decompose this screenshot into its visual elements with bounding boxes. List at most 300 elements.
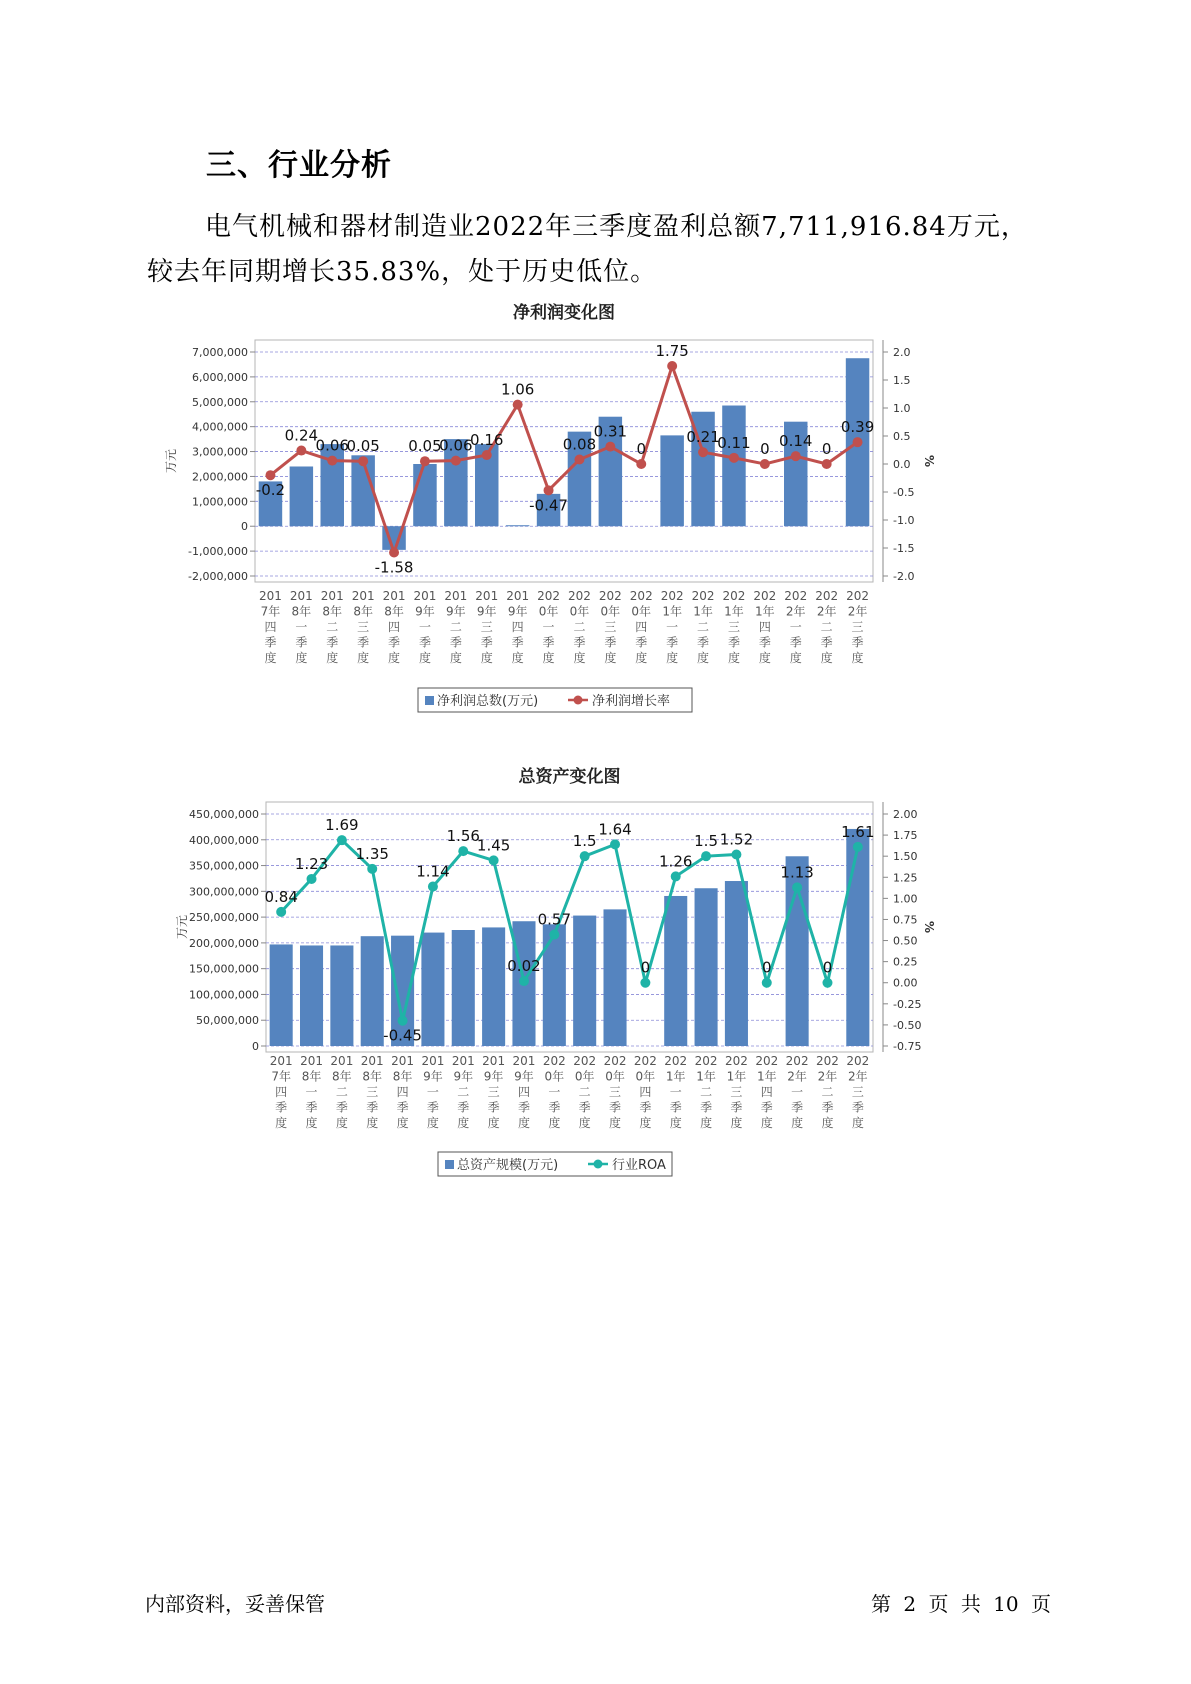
data-label: 0.39: [840, 418, 875, 437]
y-tick-label: 7,000,000: [192, 346, 248, 359]
x-tick-line: 201: [413, 589, 437, 603]
x-tick-line: 8年: [332, 1069, 352, 1084]
x-tick-line: 9年: [476, 604, 497, 619]
bar: [413, 464, 436, 526]
data-label: 0: [822, 958, 833, 977]
series-point: [265, 470, 275, 480]
x-tick-line: 季: [511, 635, 524, 650]
y2-tick-label: 1.75: [893, 829, 918, 843]
x-tick-line: 四: [758, 620, 771, 634]
x-tick-line: 202: [633, 1054, 657, 1068]
x-tick-line: 201: [300, 1054, 323, 1068]
data-label: 1.5: [572, 832, 597, 851]
data-label: 1.26: [659, 852, 693, 871]
x-tick-line: 度: [578, 1116, 591, 1130]
x-tick-line: 度: [639, 1116, 652, 1130]
x-tick-label: [391, 1054, 414, 1130]
x-tick-line: 季: [666, 635, 679, 650]
y2-tick-label: 0.25: [893, 955, 918, 969]
x-tick-line: 一: [426, 1085, 439, 1099]
series-point: [671, 871, 681, 881]
y2-tick-label: 1.5: [893, 374, 911, 387]
x-tick-line: 202: [755, 1054, 779, 1068]
y-tick-label: 300,000,000: [189, 885, 259, 899]
bar: [300, 945, 323, 1046]
y2-tick-label: 1.50: [893, 850, 918, 864]
x-tick-label: [816, 1054, 839, 1130]
y2-tick-label: 0.00: [893, 976, 918, 990]
x-tick-label: [543, 1054, 566, 1130]
x-tick-line: 0年: [605, 1069, 625, 1084]
y-tick-label: -2,000,000: [188, 570, 248, 583]
x-tick-line: 8年: [362, 1069, 383, 1084]
y2-tick-label: 0.0: [893, 458, 911, 471]
x-tick-line: 度: [305, 1116, 318, 1130]
x-tick-line: 7年: [260, 604, 281, 619]
bar: [290, 466, 313, 526]
x-tick-label: [444, 589, 467, 665]
y2-tick-label: 1.25: [893, 871, 918, 885]
x-tick-line: 二: [820, 620, 833, 634]
x-tick-line: 201: [444, 589, 468, 603]
x-tick-label: [784, 589, 807, 665]
x-tick-line: 202: [724, 1054, 748, 1068]
x-tick-line: 201: [258, 589, 282, 603]
x-tick-label: [664, 1054, 687, 1130]
y2-tick-label: 0.50: [893, 934, 918, 948]
x-tick-line: 二: [326, 620, 339, 634]
x-tick-line: 2年: [787, 1069, 807, 1084]
x-tick-line: 201: [320, 589, 344, 603]
x-tick-label: [604, 1054, 627, 1130]
x-tick-line: 2年: [817, 1069, 838, 1084]
x-tick-line: 季: [609, 1100, 622, 1115]
x-tick-line: 一: [295, 620, 308, 634]
x-tick-line: 四: [639, 1085, 652, 1099]
x-tick-label: [661, 589, 684, 665]
series-point: [276, 907, 286, 917]
x-tick-line: 1年: [726, 1069, 747, 1084]
x-tick-line: 季: [449, 635, 462, 650]
x-tick-line: 度: [697, 651, 710, 665]
x-tick-label: [634, 1054, 657, 1130]
x-tick-label: [695, 1054, 718, 1130]
x-tick-line: 201: [451, 1054, 475, 1068]
x-tick-label: [568, 589, 591, 665]
series-point: [519, 976, 529, 986]
x-tick-label: [413, 589, 436, 665]
x-tick-line: 8年: [392, 1069, 413, 1084]
x-tick-line: 9年: [415, 604, 435, 619]
legend-line-marker: [594, 1160, 603, 1169]
y2-tick-label: -0.25: [893, 997, 922, 1011]
y2-axis-title: %: [922, 920, 936, 934]
x-tick-line: 季: [305, 1100, 318, 1115]
x-tick-line: 季: [791, 1100, 804, 1115]
x-tick-line: 三: [730, 1085, 743, 1099]
x-tick-line: 三: [357, 620, 370, 634]
x-tick-line: 二: [335, 1085, 348, 1099]
y-tick-label: 150,000,000: [189, 962, 259, 976]
bar: [506, 525, 529, 526]
x-tick-line: 202: [785, 1054, 809, 1068]
x-tick-line: 度: [326, 651, 339, 665]
x-tick-line: 2年: [848, 1069, 868, 1084]
series-point: [428, 882, 438, 892]
series-point: [513, 400, 523, 410]
x-tick-line: 季: [789, 635, 802, 650]
x-tick-line: 1年: [665, 1069, 686, 1084]
x-tick-line: 二: [697, 620, 710, 634]
x-tick-line: 201: [482, 1054, 506, 1068]
x-tick-line: 二: [700, 1085, 713, 1099]
x-tick-label: [321, 589, 344, 665]
data-label: 1.64: [598, 820, 632, 839]
x-tick-line: 三: [851, 1085, 864, 1099]
legend: [438, 1152, 672, 1176]
bar: [421, 933, 444, 1046]
x-tick-line: 2年: [847, 604, 868, 619]
x-tick-line: 9年: [507, 604, 528, 619]
data-label: 0.08: [562, 435, 597, 454]
x-tick-line: 度: [357, 651, 370, 665]
series-point: [698, 447, 708, 457]
x-tick-line: 季: [760, 1100, 773, 1115]
bar: [330, 945, 353, 1046]
data-label: -0.2: [255, 481, 286, 500]
footer-page-number: 第 2 页 共 10 页: [871, 1592, 1051, 1616]
x-tick-line: 9年: [483, 1069, 504, 1084]
x-tick-line: 季: [487, 1100, 500, 1115]
x-tick-line: 季: [669, 1100, 682, 1115]
data-label: 1.69: [325, 816, 359, 835]
legend-bar-swatch: [445, 1160, 454, 1169]
bar: [695, 888, 718, 1046]
assets-chart: [175, 766, 936, 1176]
x-tick-line: 二: [449, 620, 462, 634]
x-tick-line: 1年: [755, 604, 775, 619]
data-label: 1.35: [355, 844, 389, 863]
y-tick-label: 250,000,000: [189, 911, 259, 925]
x-tick-line: 度: [366, 1116, 379, 1130]
section-heading: 三、行业分析: [206, 148, 392, 183]
bar: [270, 944, 293, 1046]
series-point: [307, 874, 317, 884]
data-label: 1.61: [841, 822, 875, 841]
y2-tick-label: -0.75: [893, 1040, 922, 1053]
legend-line-label: 净利润增长率: [592, 694, 671, 709]
x-tick-line: 度: [700, 1116, 713, 1130]
data-label: -0.47: [529, 496, 568, 515]
legend-line-label: 行业ROA: [612, 1158, 666, 1173]
x-tick-line: 三: [604, 620, 617, 634]
x-tick-line: 201: [391, 1054, 415, 1068]
x-tick-line: 度: [851, 1116, 864, 1130]
data-label: 1.56: [446, 827, 480, 846]
x-tick-line: 度: [635, 651, 648, 665]
profit-chart: [164, 302, 936, 712]
y2-tick-label: -2.0: [893, 570, 915, 583]
x-tick-line: 202: [846, 1054, 870, 1068]
x-tick-line: 三: [609, 1085, 622, 1099]
data-label: 0.02: [507, 957, 541, 976]
series-point: [667, 361, 677, 371]
x-tick-line: 四: [760, 1085, 773, 1099]
x-tick-label: [692, 589, 715, 665]
series-point: [762, 978, 772, 988]
x-tick-line: 201: [360, 1054, 384, 1068]
bar: [482, 927, 505, 1046]
series-point: [731, 849, 741, 859]
x-tick-line: 0年: [631, 604, 652, 619]
x-tick-line: 度: [820, 651, 833, 665]
series-point: [636, 459, 646, 469]
x-tick-label: [290, 589, 313, 665]
y-tick-label: 3,000,000: [192, 445, 248, 459]
series-point: [760, 459, 770, 469]
data-label: 0.14: [779, 432, 813, 451]
x-tick-line: 一: [791, 1085, 804, 1099]
series-point: [574, 455, 584, 465]
x-tick-line: 季: [851, 1100, 864, 1115]
series-point: [544, 485, 554, 495]
series-point: [358, 456, 368, 466]
x-tick-label: [452, 1054, 475, 1130]
x-tick-line: 三: [480, 620, 493, 634]
x-tick-line: 四: [635, 620, 648, 634]
series-point: [451, 456, 461, 466]
x-tick-line: 201: [421, 1054, 445, 1068]
x-tick-line: 季: [396, 1100, 409, 1115]
x-tick-line: 202: [664, 1054, 688, 1068]
x-tick-label: [846, 1054, 869, 1130]
series-point: [367, 864, 377, 874]
series-point: [489, 855, 499, 865]
x-tick-line: 季: [264, 635, 277, 650]
x-tick-line: 度: [426, 1116, 439, 1130]
bar: [660, 435, 683, 526]
y2-tick-label: -0.50: [893, 1018, 922, 1032]
x-tick-label: [513, 1054, 536, 1130]
bar: [725, 881, 748, 1046]
x-tick-line: 二: [573, 620, 586, 634]
x-tick-line: 季: [573, 635, 586, 650]
x-tick-line: 202: [753, 589, 777, 603]
x-tick-line: 度: [727, 651, 740, 665]
data-label: -1.58: [374, 558, 414, 577]
x-tick-line: 度: [396, 1116, 409, 1130]
series-point: [701, 851, 711, 861]
series-point: [791, 451, 801, 461]
x-tick-line: 季: [727, 635, 740, 650]
data-label: 0.21: [686, 428, 720, 447]
x-tick-line: 201: [330, 1054, 354, 1068]
y2-tick-label: 1.0: [893, 402, 911, 415]
x-tick-line: 度: [669, 1116, 682, 1130]
x-tick-line: 201: [506, 589, 530, 603]
data-label: 1.06: [500, 380, 535, 399]
x-tick-line: 度: [480, 651, 493, 665]
x-tick-line: 一: [305, 1085, 318, 1099]
x-tick-line: 202: [598, 589, 622, 603]
x-tick-label: [725, 1054, 748, 1130]
chart-title: 净利润变化图: [513, 303, 615, 323]
x-tick-label: [330, 1054, 353, 1130]
series-point: [296, 446, 306, 456]
y-tick-label: 2,000,000: [192, 470, 248, 484]
series-point: [398, 1016, 408, 1026]
x-tick-line: 度: [730, 1116, 743, 1130]
x-tick-line: 度: [418, 651, 431, 665]
series-point: [729, 453, 739, 463]
x-tick-line: 9年: [423, 1069, 443, 1084]
x-tick-line: 度: [573, 651, 586, 665]
x-tick-line: 202: [784, 589, 808, 603]
x-tick-line: 季: [357, 635, 370, 650]
footer-confidential: 内部资料，妥善保管: [145, 1592, 325, 1616]
x-tick-label: [475, 589, 498, 665]
y-tick-label: 0: [252, 1040, 259, 1053]
x-tick-line: 三: [851, 620, 864, 634]
x-tick-line: 季: [480, 635, 493, 650]
x-tick-line: 2年: [816, 604, 837, 619]
y2-tick-label: -1.5: [893, 542, 915, 555]
data-label: 1.23: [294, 854, 329, 873]
x-tick-line: 201: [382, 589, 406, 603]
x-tick-line: 四: [264, 620, 277, 634]
summary-paragraph: 电气机械和器材制造业2022年三季度盈利总额7,711,916.84万元，较去年同期增长35.83%，处于历史低位。: [147, 212, 1028, 287]
data-label: 0.11: [717, 433, 751, 452]
data-label: 0: [760, 440, 770, 458]
x-tick-line: 度: [335, 1116, 348, 1130]
y2-tick-label: 0.5: [893, 430, 911, 443]
x-tick-line: 度: [264, 651, 277, 665]
y-tick-label: 200,000,000: [189, 936, 259, 950]
x-tick-line: 二: [821, 1085, 834, 1099]
x-tick-line: 1年: [693, 604, 713, 619]
series-point: [822, 978, 832, 988]
data-label: 0: [636, 440, 647, 458]
y-tick-label: 50,000,000: [196, 1014, 259, 1028]
y-tick-label: 4,000,000: [192, 420, 248, 434]
x-tick-line: 季: [457, 1100, 470, 1115]
x-tick-line: 一: [548, 1085, 561, 1099]
x-tick-line: 202: [542, 1054, 566, 1068]
x-tick-line: 2年: [785, 604, 806, 619]
x-tick-line: 202: [816, 1054, 839, 1068]
series-point: [549, 930, 559, 940]
x-tick-line: 季: [820, 635, 833, 650]
x-tick-line: 0年: [574, 1069, 595, 1084]
series-point: [420, 456, 430, 466]
x-tick-line: 三: [487, 1085, 500, 1099]
x-tick-line: 202: [691, 589, 715, 603]
x-tick-line: 202: [537, 589, 561, 603]
x-tick-line: 201: [512, 1054, 536, 1068]
legend-line-marker: [574, 696, 583, 705]
x-tick-line: 四: [511, 620, 524, 634]
x-tick-line: 0年: [538, 604, 559, 619]
x-tick-label: [755, 1054, 778, 1130]
x-tick-label: [383, 589, 406, 665]
y-tick-label: 6,000,000: [192, 370, 248, 384]
x-tick-line: 8年: [322, 604, 343, 619]
y-tick-label: 5,000,000: [192, 395, 248, 409]
x-tick-line: 201: [351, 589, 375, 603]
bar: [543, 924, 566, 1046]
x-tick-line: 季: [548, 1100, 561, 1115]
series-point: [580, 851, 590, 861]
series-point: [822, 459, 832, 469]
x-tick-line: 0年: [600, 604, 621, 619]
data-label: 1.13: [780, 863, 814, 882]
series-point: [610, 839, 620, 849]
x-tick-label: [270, 1054, 293, 1130]
data-label: 0.05: [408, 437, 442, 456]
bar: [361, 936, 384, 1046]
legend-bar-label: 总资产规模(万元): [457, 1158, 559, 1173]
y-tick-label: 100,000,000: [189, 988, 259, 1002]
data-label: 1.45: [476, 836, 511, 855]
x-tick-line: 202: [573, 1054, 597, 1068]
x-tick-line: 季: [821, 1100, 834, 1115]
x-tick-line: 三: [727, 620, 740, 634]
y2-tick-label: 2.00: [893, 808, 918, 821]
x-tick-line: 一: [542, 620, 555, 634]
x-tick-line: 季: [730, 1100, 743, 1115]
x-tick-line: 度: [275, 1116, 288, 1130]
x-tick-line: 度: [789, 651, 802, 665]
series-point: [792, 882, 802, 892]
bar: [573, 916, 596, 1046]
x-tick-line: 1年: [724, 604, 744, 619]
data-label: 1.52: [719, 830, 754, 849]
x-tick-line: 0年: [544, 1069, 565, 1084]
x-tick-line: 202: [846, 589, 870, 603]
x-tick-line: 季: [542, 635, 555, 650]
x-tick-label: [630, 589, 653, 665]
x-tick-line: 季: [604, 635, 617, 650]
data-label: 0.16: [470, 431, 504, 450]
x-tick-line: 202: [694, 1054, 718, 1068]
x-tick-line: 度: [487, 1116, 500, 1130]
x-tick-line: 季: [295, 635, 308, 650]
x-tick-line: 季: [639, 1100, 652, 1115]
data-label: 0.05: [346, 437, 380, 456]
series-point: [327, 456, 337, 466]
x-tick-line: 度: [388, 651, 401, 665]
y-tick-label: 450,000,000: [189, 808, 259, 821]
y-axis-title: 万元: [175, 914, 189, 940]
series-point: [853, 842, 863, 852]
y-axis-title: 万元: [164, 448, 178, 474]
x-tick-line: 度: [821, 1116, 834, 1130]
y2-tick-label: 2.0: [893, 346, 911, 359]
x-tick-label: [573, 1054, 596, 1130]
data-label: 0.31: [593, 422, 628, 441]
x-tick-line: 9年: [446, 604, 466, 619]
x-tick-line: 1年: [662, 604, 682, 619]
x-tick-label: [421, 1054, 444, 1130]
x-tick-line: 度: [449, 651, 462, 665]
bar: [452, 930, 475, 1046]
x-tick-line: 季: [366, 1100, 379, 1115]
series-point: [458, 846, 468, 856]
data-label: 0.24: [284, 426, 319, 445]
x-tick-line: 二: [457, 1085, 470, 1099]
x-tick-line: 一: [669, 1085, 682, 1099]
x-tick-label: [300, 1054, 323, 1130]
